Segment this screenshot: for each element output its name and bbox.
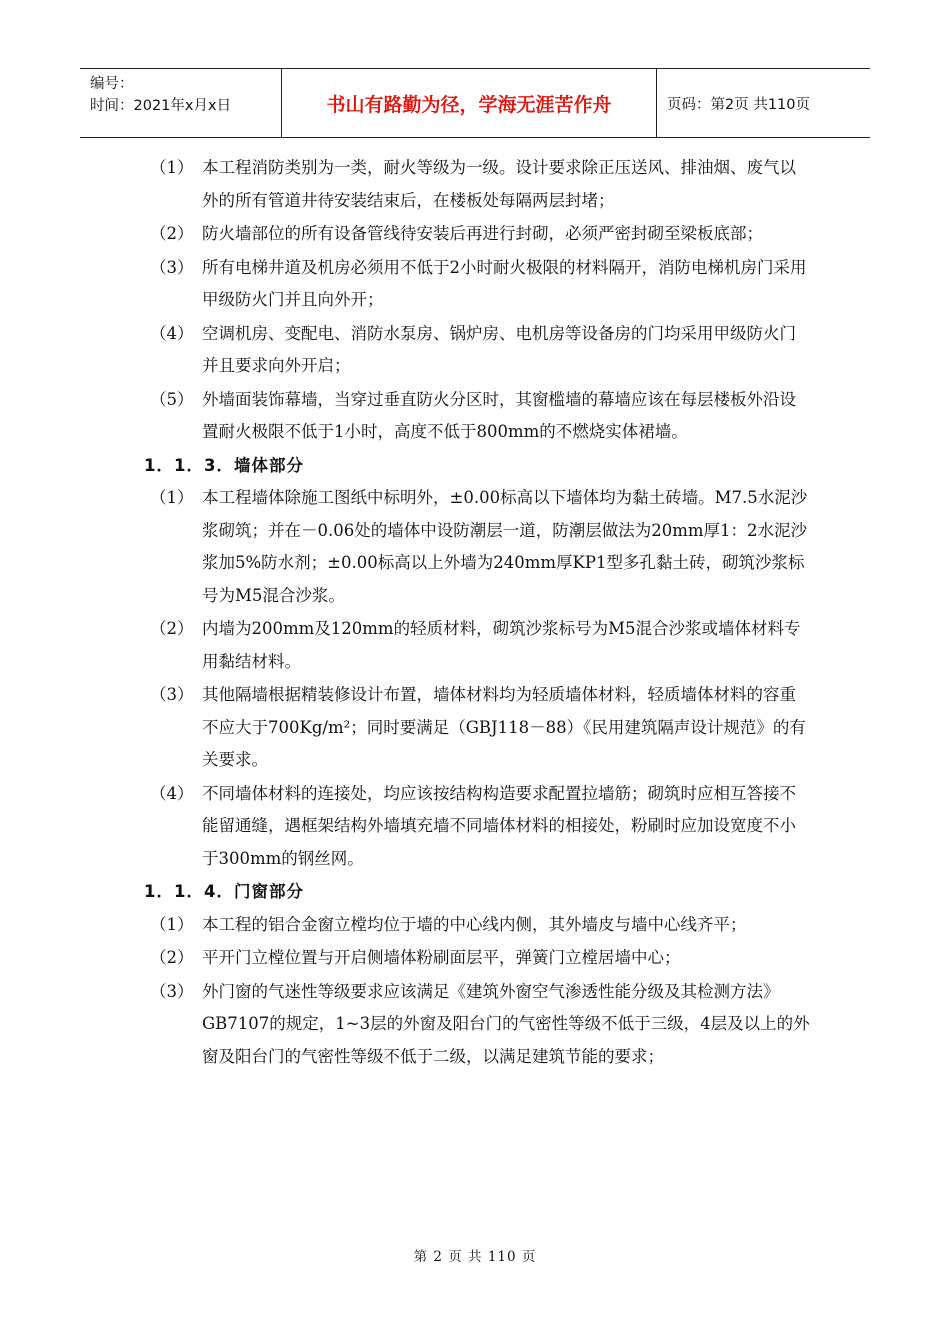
list-item-number: （4） [150,783,194,803]
list-item-text: 本工程消防类别为一类，耐火等级为一级。设计要求除正压送风、排油烟、废气以外的所有管道井待安装结束后，在楼板处每隔两层封堵； [202,158,796,210]
list-item [150,384,810,449]
list-item-number: （2） [150,224,194,243]
list-item-text: 平开门立樘位置与开启侧墙体粉刷面层平，弹簧门立樘居墙中心； [202,948,681,967]
list-item-text: 防火墙部位的所有设备管线待安装后再进行封砌，必须严密封砌至梁板底部； [202,224,763,243]
list-item [150,909,810,942]
list-item-number: （5） [150,389,194,409]
list-item-text: 所有电梯井道及机房必须用不低于2小时耐火极限的材料隔开，消防电梯机房门采用甲级防火门并且向外开； [202,257,807,309]
list-item-text: 本工程的铝合金窗立樘均位于墙的中心线内侧，其外墙皮与墙中心线齐平； [202,914,747,934]
header-page-label: 页码：第2页 共110页 [667,96,811,113]
list-item [150,218,810,251]
list-item-text: 空调机房、变配电、消防水泵房、锅炉房、电机房等设备房的门均采用甲级防火门并且要求向外开启； [202,323,796,375]
section-heading: 1．1．4．门窗部分 [144,882,304,901]
section-heading: 1．1．3．墙体部分 [144,455,304,475]
list-item-number: （1） [150,488,194,507]
list-item-number: （2） [150,619,194,638]
list-item [150,318,810,383]
list-item-number: （1） [150,158,194,177]
header-motto: 书山有路勤为径，学海无涯苦作舟 [282,69,657,137]
list-item-text: 本工程墙体除施工图纸中标明外，±0.00标高以下墙体均为黏土砖墙。M7.5水泥沙浆砌筑；并在－0.06处的墙体中设防潮层一道，防潮层做法为20mm厚1：2水泥沙浆加5%防水剂；±0.00标高以上外墙为240mm厚KP1型多孔黏土砖，砌筑沙浆标号为M5混合沙浆。 [202,488,808,605]
list-item-number: （3） [150,685,194,704]
list-item-number: （3） [150,981,194,1001]
list-item [150,613,810,678]
list-item-number: （2） [150,948,194,967]
document-number-label: 编号： [90,76,134,92]
list-item [150,976,810,1074]
list-item [150,152,810,217]
list-item-text: 外墙面装饰幕墙，当穿过垂直防火分区时，其窗槛墙的幕墙应该在每层楼板外沿设置耐火极限不低于1小时，高度不低于800mm的不燃烧实体裙墙。 [202,389,796,441]
document-header [80,68,870,138]
list-item-text: 其他隔墙根据精装修设计布置，墙体材料均为轻质墙体材料，轻质墙体材料的容重不应大于700Kg/m²；同时要满足（GBJ118－88）《民用建筑隔声设计规范》的有关要求。 [202,685,806,769]
list-item-text: 外门窗的气迷性等级要求应该满足《建筑外窗空气渗透性能分级及其检测方法》GB7107的规定，1~3层的外窗及阳台门的气密性等级不低于三级，4层及以上的外窗及阳台门的气密性等级不低于二级，以满足建筑节能的要求； [202,981,810,1066]
list-item [150,679,810,777]
list-item [150,482,810,612]
header-meta-cell [80,69,282,137]
list-item-number: （4） [150,323,194,343]
list-item-text: 不同墙体材料的连接处，均应该按结构构造要求配置拉墙筋；砌筑时应相互答接不能留通缝，遇框架结构外墙填充墙不同墙体材料的相接处，粉刷时应加设宽度不小于300mm的钢丝网。 [202,783,796,868]
document-body [0,152,950,1074]
list-item-number: （1） [150,914,194,934]
list-item [150,942,810,975]
list-item-number: （3） [150,257,194,277]
list-item-text: 内墙为200mm及120mm的轻质材料，砌筑沙浆标号为M5混合沙浆或墙体材料专用黏结材料。 [202,619,801,671]
document-time-label: 时间：2021年x月x日 [90,98,232,114]
list-item [150,252,810,317]
page-footer: 第 2 页 共 110 页 [413,1249,537,1265]
list-item [150,778,810,876]
